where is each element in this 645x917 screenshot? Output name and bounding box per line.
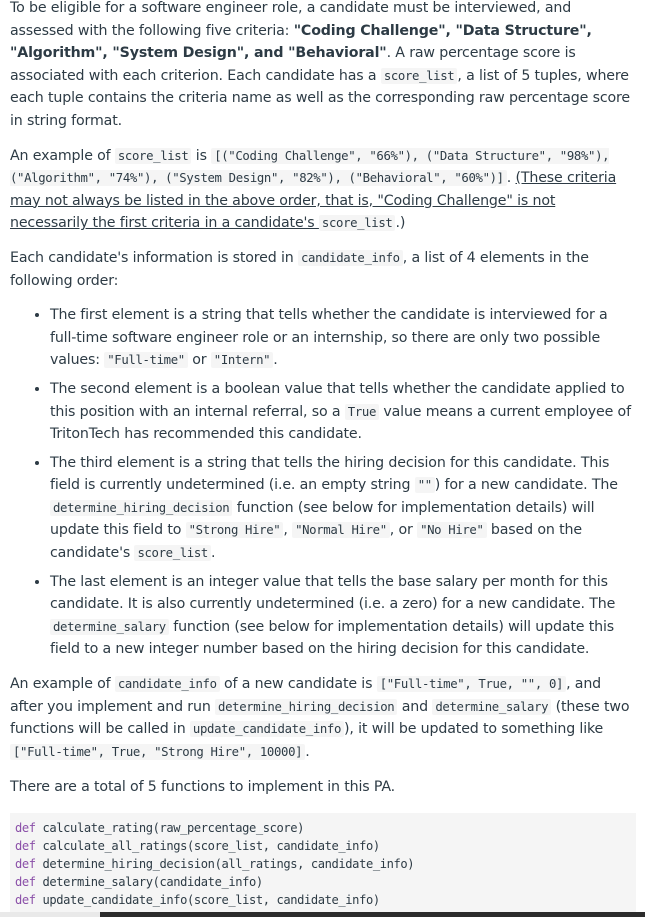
text: . [210,545,216,562]
text: The third element is a string that tells the hiring decision for this candidate. This field is currently undetermined (i.e. an empty string [50,454,610,494]
inline-code: update_candidate_info [190,721,344,737]
code-line [15,857,414,871]
text: , and after you implement and run [10,676,602,715]
code-text: determine_hiring_decision(all_ratings, candidate_info) [35,857,415,871]
text: ), it will be updated to something like [344,721,604,738]
candidate-info-example-paragraph [10,673,636,763]
text: , a list of 5 tuples, where each tuple contains the criteria name as well as the corresponding raw percentage score in string format. [10,67,630,129]
inline-code: "Full-time" [104,352,188,368]
text: The first element is a string that tells whether the candidate is interviewed for a full-time software engineer role or an internship, so there are only two possible values: [50,307,608,369]
text: , [283,522,293,539]
code-text: calculate_rating(raw_percentage_score) [35,821,305,835]
text: There are a total of 5 functions to implement in this PA. [10,779,396,796]
text: , or [389,522,418,539]
inline-code: score_list [381,68,458,84]
text: .) [395,215,406,232]
text: based on the candidate's [50,522,582,562]
horizontal-scrollbar[interactable] [0,912,645,917]
def-keyword: def [15,839,36,853]
text: . [506,170,516,187]
list-item-third-element [50,452,636,565]
inline-code-example: [("Coding Challenge", "66%"), ("Data Structure", "98%"), ("Algorithm", "74%"), ("System Design", "82%"), ("Behavioral", "60%")] [10,148,610,186]
inline-code: "No Hire" [417,522,486,538]
intro-paragraph [10,0,636,133]
inline-code: "" [415,477,435,493]
function-count-paragraph [10,776,636,799]
text: . [273,352,278,369]
inline-code: ["Full-time", True, "", 0] [377,676,566,692]
text: function (see below for implementation details) will update this field to [50,499,595,539]
def-keyword: def [15,875,36,889]
candidate-info-paragraph [10,247,636,292]
code-text: update_candidate_info(score_list, candidate_info) [35,893,380,907]
text: value means a current employee of TritonTech has recommended this candidate. [50,403,631,443]
text: . A raw percentage score is associated with each criterion. Each candidate has a [10,45,576,84]
function-signatures-code-block [10,813,636,917]
code-text: calculate_all_ratings(score_list, candidate_info) [35,839,380,853]
inline-code: determine_salary [432,699,551,715]
inline-code: score_list [134,545,211,561]
code-text: determine_salary(candidate_info) [35,875,263,889]
list-item-last-element [50,571,636,661]
text: and [397,698,433,715]
def-keyword: def [15,821,36,835]
text: To be eligible for a software engineer role, a candidate must be interviewed, and assessed with the following five criteria: [10,0,572,39]
inline-code: candidate_info [115,676,220,692]
def-keyword: def [15,893,36,907]
inline-code: score_list [115,148,192,164]
inline-code: ["Full-time", True, "Strong Hire", 10000] [10,744,305,760]
def-keyword: def [15,857,36,871]
inline-code: "Normal Hire" [292,522,390,538]
text: of a new candidate is [219,676,377,693]
text: An example of [10,147,115,164]
text: An example of [10,676,115,693]
inline-code: determine_salary [50,619,169,635]
text: is [191,147,212,164]
text: ) for a new candidate. The [434,477,618,494]
scrollbar-thumb[interactable] [100,912,645,917]
text: Each candidate's information is stored in [10,249,298,266]
text: . [305,743,310,760]
text: (these two functions will be called in [10,698,630,738]
code-line [15,875,263,889]
inline-code: score_list [319,215,396,231]
text: , a list of 4 elements in the following order: [10,249,589,289]
inline-code: candidate_info [298,250,403,266]
text: The last element is an integer value that tells the base salary per month for this candidate. It is also currently undetermined (i.e. a zero) for a new candidate. The [50,573,616,613]
inline-code: determine_hiring_decision [50,500,232,516]
code-line [15,839,380,853]
assignment-description [10,0,636,917]
candidate-info-element-list [10,304,636,661]
code-line [15,821,304,835]
text: or [187,352,211,369]
inline-code: determine_hiring_decision [215,699,397,715]
score-list-example-paragraph [10,145,636,235]
inline-code: "Strong Hire" [186,522,284,538]
list-item-first-element [50,304,636,372]
criteria-list-bold: "Coding Challenge", "Data Structure", "Algorithm", "System Design", and "Behavioral" [10,22,592,62]
text: function (see below for implementation details) will update this field to a new integer number based on the hiring decision for this candidate. [50,618,615,658]
text: The second element is a boolean value that tells whether the candidate applied to this position with an internal referral, so a [50,380,625,420]
text: (These criteria may not always be listed in the above order, that is, "Coding Challenge" is not necessarily the first criteria in a candidate's [10,170,617,232]
list-item-second-element [50,378,636,446]
inline-code: True [345,404,379,420]
code-line [15,893,380,907]
inline-code: "Intern" [211,352,273,368]
